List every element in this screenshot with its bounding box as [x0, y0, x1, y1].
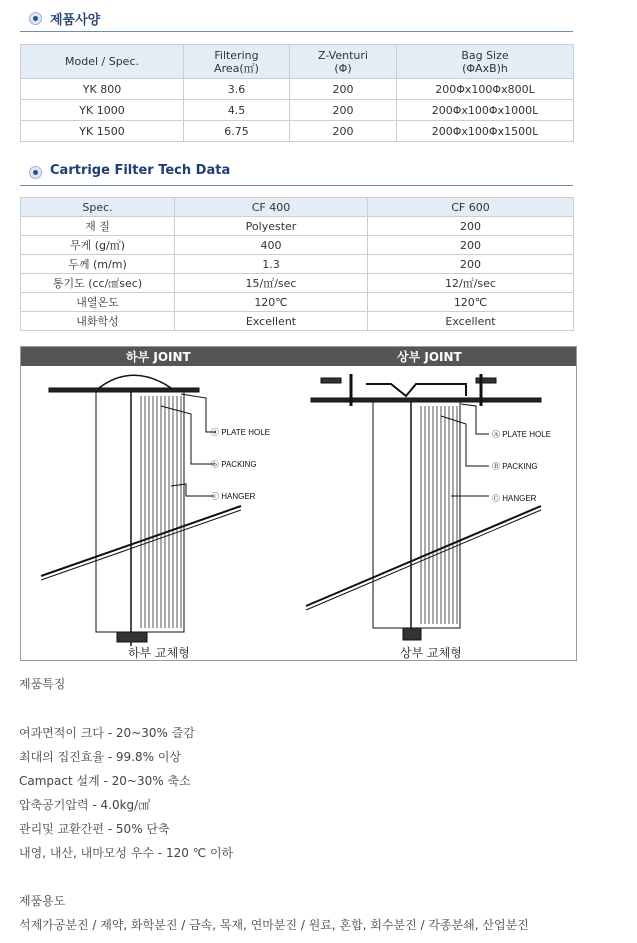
bullet-icon: [29, 12, 42, 25]
usage-text: 석제가공분진 / 제약, 화학분진 / 금속, 목재, 연마분진 / 원료, 혼합, 회수분진 / 각종분쇄, 산업분진: [19, 918, 529, 932]
lower-label-packing: ⓑ PACKING: [211, 460, 257, 469]
table-cell: 200Φx100Φx1500L: [397, 121, 574, 142]
header-cell: CF 600: [368, 198, 574, 217]
lower-cartridge: [96, 392, 184, 632]
table-cell: YK 1500: [21, 121, 184, 142]
table-row: [21, 100, 574, 121]
bullet-icon: [29, 166, 42, 179]
lower-label-plate-hole: ⓐ PLATE HOLE: [211, 428, 270, 437]
table-cell: 120℃: [175, 293, 368, 312]
upper-joint-title: 상부 JOINT: [397, 350, 462, 364]
table-cell: 400: [175, 236, 368, 255]
table-cell: 200: [290, 79, 397, 100]
lower-caption: 하부 교체형: [128, 646, 190, 660]
table-cell: 두께 (m/m): [21, 255, 175, 274]
upper-caption: 상부 교체형: [400, 646, 462, 660]
table-cell: YK 800: [21, 79, 184, 100]
feature-item: 압축공기압력 - 4.0kg/㎠: [19, 798, 151, 812]
table-cell: 200: [368, 255, 574, 274]
lower-joint-title: 하부 JOINT: [126, 350, 191, 364]
table-cell: YK 1000: [21, 100, 184, 121]
feature-item: Campact 설계 - 20~30% 축소: [19, 774, 191, 788]
upper-label-packing: Ⓑ PACKING: [492, 462, 538, 471]
upper-plate: [311, 398, 541, 402]
lower-pleats: [141, 396, 181, 628]
table-cell: 4.5: [184, 100, 290, 121]
feature-item: 최대의 집진효율 - 99.8% 이상: [19, 750, 182, 764]
joint-title-bar: [21, 347, 576, 366]
joint-diagram: [20, 346, 577, 661]
lower-bottom-cap: [117, 632, 147, 642]
table-cell: 120℃: [368, 293, 574, 312]
table-row: [21, 312, 574, 331]
tech-data-table: [20, 197, 574, 331]
lower-plate: [49, 388, 199, 392]
joint-drawing: [21, 366, 576, 660]
header-cell: CF 400: [175, 198, 368, 217]
table-cell: 200Φx100Φx800L: [397, 79, 574, 100]
table-cell: 200Φx100Φx1000L: [397, 100, 574, 121]
upper-label-hanger: Ⓒ HANGER: [492, 494, 537, 503]
header-cell: Model / Spec.: [21, 45, 184, 79]
feature-item: 내영, 내산, 내마모성 우수 - 120 ℃ 이하: [19, 846, 234, 860]
tech-data-header: [20, 160, 573, 186]
table-cell: 12/㎡/sec: [368, 274, 574, 293]
tech-data-title: Cartrige Filter Tech Data: [50, 163, 231, 178]
table-cell: 내열온도: [21, 293, 175, 312]
table-cell: Excellent: [175, 312, 368, 331]
table-cell: 6.75: [184, 121, 290, 142]
feature-item: 여과면적이 크다 - 20~30% 즐감: [19, 726, 195, 740]
table-cell: 내화학성: [21, 312, 175, 331]
product-spec-header: [20, 6, 573, 32]
table-row: [21, 255, 574, 274]
table-cell: 3.6: [184, 79, 290, 100]
usage-heading: 제품용도: [19, 894, 66, 908]
table-row: [21, 293, 574, 312]
header-cell: Z-Venturi (Φ): [290, 45, 397, 79]
table-cell: 15/㎡/sec: [175, 274, 368, 293]
table-row: [21, 217, 574, 236]
upper-cartridge: [373, 402, 460, 628]
table-cell: Excellent: [368, 312, 574, 331]
table-cell: 1.3: [175, 255, 368, 274]
table-cell: Polyester: [175, 217, 368, 236]
table-cell: 재 질: [21, 217, 175, 236]
table-row: [21, 236, 574, 255]
upper-bottom-cap: [403, 628, 421, 640]
table-header-row: [21, 45, 574, 79]
table-cell: 통기도 (cc/㎠sec): [21, 274, 175, 293]
table-cell: 무게 (g/㎡): [21, 236, 175, 255]
product-spec-title: 제품사양: [50, 13, 101, 28]
table-row: [21, 121, 574, 142]
table-row: [21, 274, 574, 293]
table-row: [21, 79, 574, 100]
lower-label-hanger: ⓒ HANGER: [211, 492, 256, 501]
table-cell: 200: [290, 100, 397, 121]
product-spec-table: [20, 44, 574, 142]
table-cell: 200: [368, 236, 574, 255]
table-cell: 200: [290, 121, 397, 142]
features-heading: 제품특징: [19, 677, 66, 691]
header-cell: Filtering Area(㎡): [184, 45, 290, 79]
table-cell: 200: [368, 217, 574, 236]
header-cell: Spec.: [21, 198, 175, 217]
upper-pleats: [421, 406, 457, 624]
upper-hanger: [306, 506, 541, 606]
upper-label-plate-hole: Ⓐ PLATE HOLE: [492, 430, 551, 439]
header-cell: Bag Size (ΦAxB)h: [397, 45, 574, 79]
table-header-row: [21, 198, 574, 217]
feature-item: 관리및 교환간편 - 50% 단축: [19, 822, 170, 836]
